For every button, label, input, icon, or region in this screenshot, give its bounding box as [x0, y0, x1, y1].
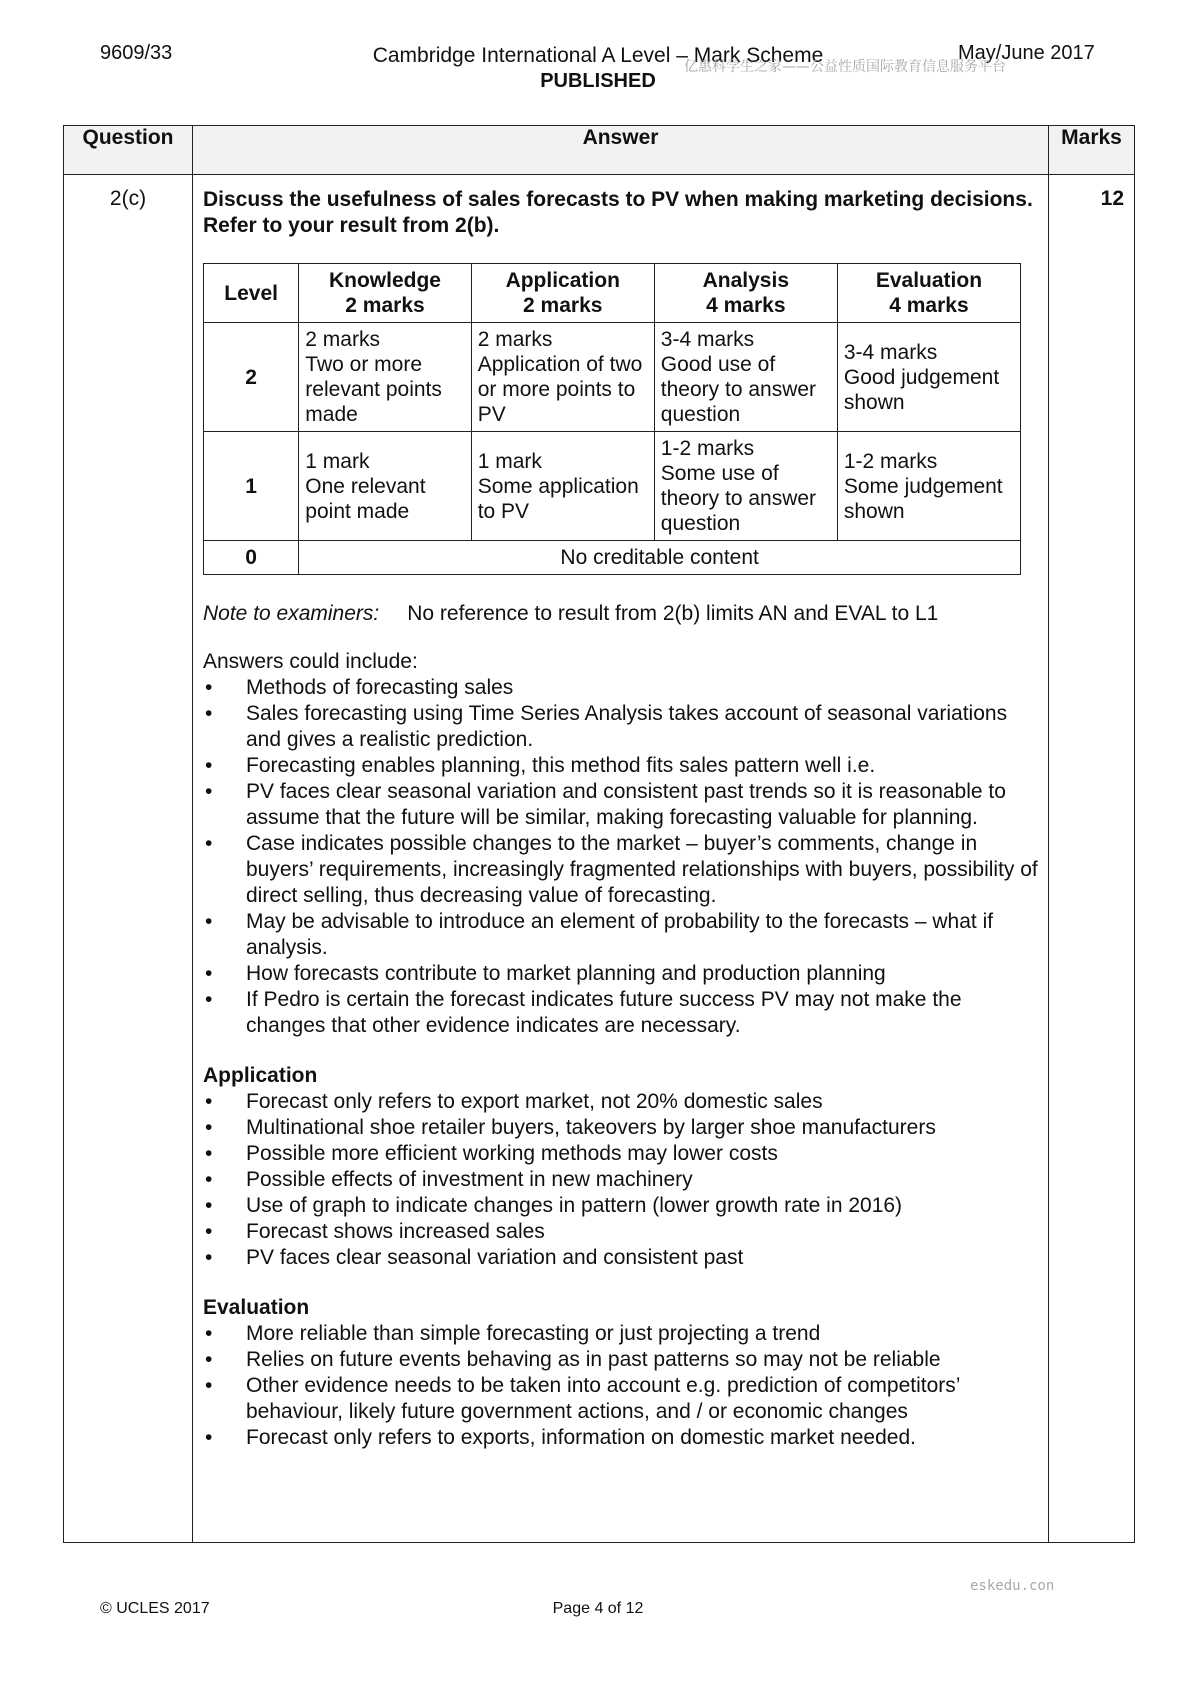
list-item: • PV faces clear seasonal variation and consistent past trends so it is reasonable to assume that the future will be similar, making forecasting valuable for planning.: [203, 779, 1038, 831]
level-header-knowledge: [299, 264, 471, 323]
list-item: • Sales forecasting using Time Series Analysis takes account of seasonal variations and gives a realistic prediction.: [203, 701, 1038, 753]
level-header-title: Analysis: [702, 269, 790, 292]
list-item: • Methods of forecasting sales: [203, 675, 1038, 701]
application-heading: Application: [203, 1064, 318, 1087]
list-item: • Forecast shows increased sales: [203, 1219, 1038, 1245]
table-header-row: [64, 126, 1135, 175]
level-descriptor-cell: 3-4 marks Good judgement shown: [837, 323, 1020, 432]
list-item: • PV faces clear seasonal variation and consistent past: [203, 1245, 1038, 1271]
question-row: [64, 175, 1135, 1543]
note-text: No reference to result from 2(b) limits AN and EVAL to L1: [407, 602, 939, 625]
application-list: [203, 1089, 1038, 1271]
level-number: 1: [204, 432, 299, 541]
footer-watermark: eskedu.con: [970, 1578, 1055, 1594]
list-item: • Possible more efficient working methods may lower costs: [203, 1141, 1038, 1167]
level-descriptor-table: [203, 263, 1021, 575]
question-column-header: Question: [64, 126, 193, 175]
marks-column-header: Marks: [1049, 126, 1135, 175]
list-item: • Forecasting enables planning, this method fits sales pattern well i.e.: [203, 753, 1038, 779]
answer-cell: [193, 175, 1049, 1543]
evaluation-heading: Evaluation: [203, 1296, 310, 1319]
level-row: [204, 432, 1021, 541]
level-row: [204, 323, 1021, 432]
level-descriptor-cell: 1 mark Some application to PV: [471, 432, 654, 541]
level-header-title: Evaluation: [875, 269, 983, 292]
copyright: © UCLES 2017: [100, 1600, 210, 1617]
level-header-title: Knowledge: [328, 269, 441, 292]
question-marks: 12: [1049, 175, 1135, 1543]
page-number: Page 4 of 12: [552, 1600, 644, 1617]
exam-session: May/June 2017: [958, 42, 1095, 64]
level-zero-row: [204, 541, 1021, 575]
mark-scheme-table: [63, 125, 1135, 1543]
level-header-marks: 2 marks: [523, 294, 603, 317]
evaluation-list: [203, 1321, 1038, 1451]
list-item: • May be advisable to introduce an element of probability to the forecasts – what if analysis.: [203, 909, 1038, 961]
level-number: 2: [204, 323, 299, 432]
list-item: • Relies on future events behaving as in past patterns so may not be reliable: [203, 1347, 1038, 1373]
level-header-marks: 4 marks: [889, 294, 969, 317]
list-item: • Multinational shoe retailer buyers, takeovers by larger shoe manufacturers: [203, 1115, 1038, 1141]
list-item: • Possible effects of investment in new machinery: [203, 1167, 1038, 1193]
level-descriptor-cell: 1 mark One relevant point made: [299, 432, 471, 541]
list-item: • Other evidence needs to be taken into account e.g. prediction of competitors’ behaviour, likely future government actions, and / or economic changes: [203, 1373, 1038, 1425]
paper-code: 9609/33: [100, 42, 173, 64]
level-header-evaluation: [837, 264, 1020, 323]
published-label: PUBLISHED: [540, 70, 656, 92]
list-item: • Case indicates possible changes to the market – buyer’s comments, change in buyers’ requirements, increasingly fragmented relationships with buyers, possibility of direct selling, thus decreasing value of forecasting.: [203, 831, 1038, 909]
level-number: 0: [204, 541, 299, 575]
level-header-title: Level: [224, 281, 278, 305]
question-text: Discuss the usefulness of sales forecasts to PV when making marketing decisions. Refer to your result from 2(b).: [203, 188, 1033, 237]
list-item: • Forecast only refers to exports, information on domestic market needed.: [203, 1425, 1038, 1451]
level-descriptor-cell: 2 marks Two or more relevant points made: [299, 323, 471, 432]
level-header-title: Application: [505, 269, 620, 292]
note-label: Note to examiners:: [203, 602, 380, 625]
answer-column-header: Answer: [193, 126, 1049, 175]
level-header-row: [204, 264, 1021, 323]
level-descriptor-cell: 1-2 marks Some judgement shown: [837, 432, 1020, 541]
level-header-analysis: [654, 264, 837, 323]
level-descriptor-cell: 1-2 marks Some use of theory to answer question: [654, 432, 837, 541]
list-item: • Use of graph to indicate changes in pattern (lower growth rate in 2016): [203, 1193, 1038, 1219]
list-item: • More reliable than simple forecasting or just projecting a trend: [203, 1321, 1038, 1347]
level-header-level: [204, 264, 299, 323]
answers-intro: Answers could include:: [203, 650, 418, 673]
question-number: 2(c): [64, 175, 193, 1543]
level-header-marks: 4 marks: [706, 294, 786, 317]
no-creditable-content: No creditable content: [299, 541, 1021, 575]
note-to-examiners: [203, 601, 1038, 627]
header-watermark: 亿惠科学生之家——公益性质国际教育信息服务平台: [684, 59, 1006, 75]
list-item: • How forecasts contribute to market planning and production planning: [203, 961, 1038, 987]
list-item: • Forecast only refers to export market, not 20% domestic sales: [203, 1089, 1038, 1115]
level-descriptor-cell: 2 marks Application of two or more points to PV: [471, 323, 654, 432]
list-item: • If Pedro is certain the forecast indicates future success PV may not make the changes that other evidence indicates are necessary.: [203, 987, 1038, 1039]
level-header-marks: 2 marks: [345, 294, 425, 317]
document-title: Cambridge International A Level – Mark Scheme: [372, 44, 824, 67]
answers-list: [203, 675, 1038, 1039]
level-header-application: [471, 264, 654, 323]
level-descriptor-cell: 3-4 marks Good use of theory to answer question: [654, 323, 837, 432]
